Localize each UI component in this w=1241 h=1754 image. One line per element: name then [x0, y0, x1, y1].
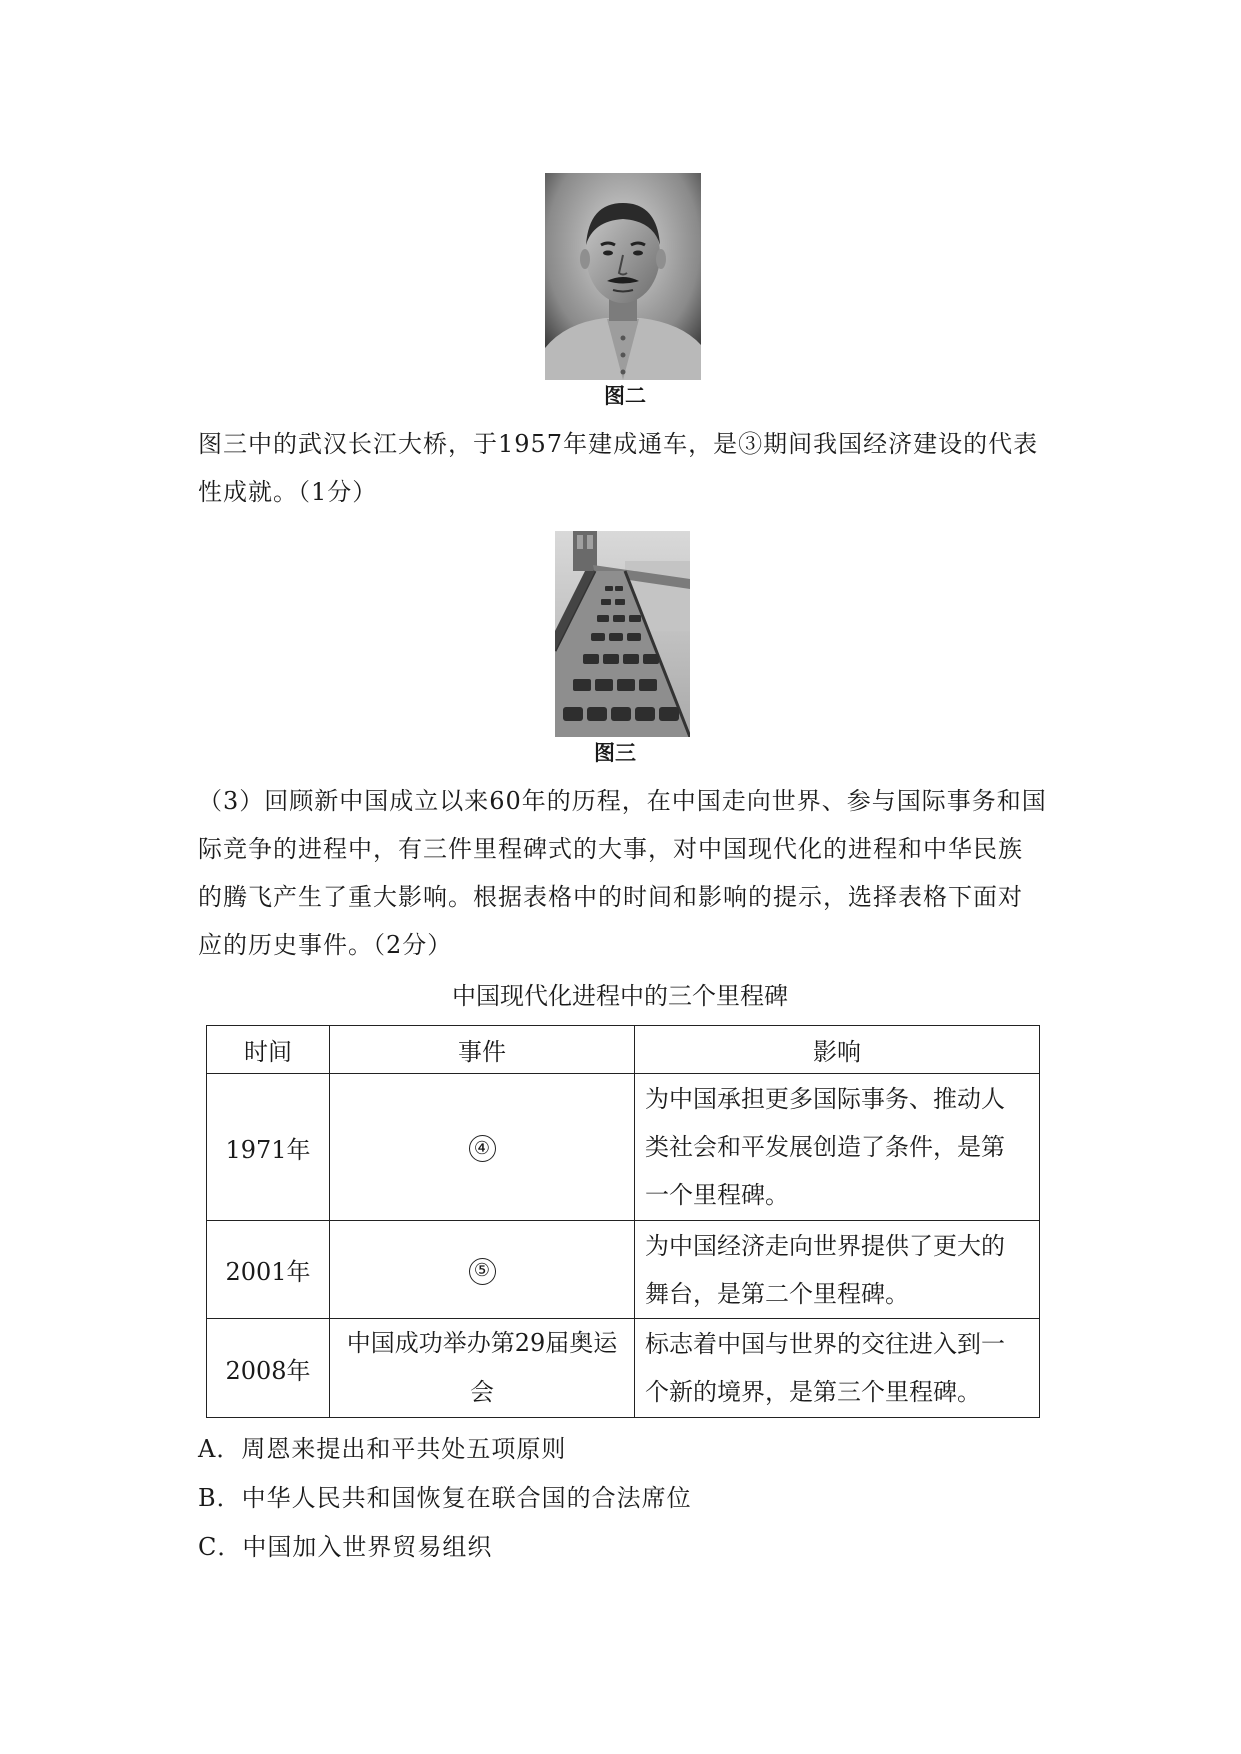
paragraph-line: （3）回顾新中国成立以来60年的历程，在中国走向世界、参与国际事务和国: [198, 787, 1047, 815]
option-b: B．中华人民共和国恢复在联合国的合法席位: [198, 1484, 692, 1512]
effect-line: 为中国经济走向世界提供了更大的: [645, 1231, 1005, 1260]
effect-line: 舞台，是第二个里程碑。: [645, 1279, 909, 1308]
row-time: 1971年: [207, 1074, 330, 1221]
row-effect: [635, 1221, 1040, 1319]
event-line: 会: [470, 1378, 494, 1406]
bridge-photo: [555, 531, 690, 737]
blank-marker-4: ④: [469, 1135, 496, 1162]
effect-line: 个新的境界，是第三个里程碑。: [645, 1378, 981, 1406]
option-c: C．中国加入世界贸易组织: [198, 1533, 493, 1561]
table-row: [207, 1221, 1040, 1319]
row-event: [330, 1221, 635, 1319]
effect-line: 为中国承担更多国际事务、推动人: [645, 1085, 1005, 1113]
figure-3-caption: 图三: [594, 741, 636, 765]
table-row: [207, 1319, 1040, 1418]
table-row: [207, 1074, 1040, 1221]
header-time: 时间: [207, 1026, 330, 1074]
option-a: A．周恩来提出和平共处五项原则: [198, 1435, 567, 1463]
row-effect: [635, 1319, 1040, 1418]
header-event: 事件: [330, 1026, 635, 1074]
effect-line: 一个里程碑。: [645, 1181, 789, 1209]
row-time: 2008年: [207, 1319, 330, 1418]
paragraph-question-3: [198, 777, 1058, 969]
paragraph-line: 图三中的武汉长江大桥，于1957年建成通车，是③期间我国经济建设的代表: [198, 430, 1039, 458]
table-title: 中国现代化进程中的三个里程碑: [452, 982, 788, 1010]
portrait-photo: [545, 173, 701, 380]
effect-line: 标志着中国与世界的交往进入到一: [645, 1330, 1005, 1358]
paragraph-bridge: [198, 420, 1058, 516]
table-header-row: [207, 1026, 1040, 1074]
figure-2-caption: 图二: [604, 384, 646, 408]
paragraph-line: 应的历史事件。（2分）: [198, 931, 453, 959]
row-event: [330, 1074, 635, 1221]
row-effect: [635, 1074, 1040, 1221]
paragraph-line: 的腾飞产生了重大影响。根据表格中的时间和影响的提示，选择表格下面对: [198, 883, 1023, 911]
event-line: 中国成功举办第29届奥运: [346, 1329, 618, 1357]
blank-marker-5: ⑤: [469, 1258, 496, 1285]
effect-line: 类社会和平发展创造了条件，是第: [645, 1133, 1005, 1161]
milestones-table: [206, 1025, 1040, 1418]
header-effect: 影响: [635, 1026, 1040, 1074]
row-event: [330, 1319, 635, 1418]
paragraph-line: 际竞争的进程中，有三件里程碑式的大事，对中国现代化的进程和中华民族: [198, 835, 1023, 863]
row-time: 2001年: [207, 1221, 330, 1319]
paragraph-line: 性成就。（1分）: [198, 478, 378, 506]
